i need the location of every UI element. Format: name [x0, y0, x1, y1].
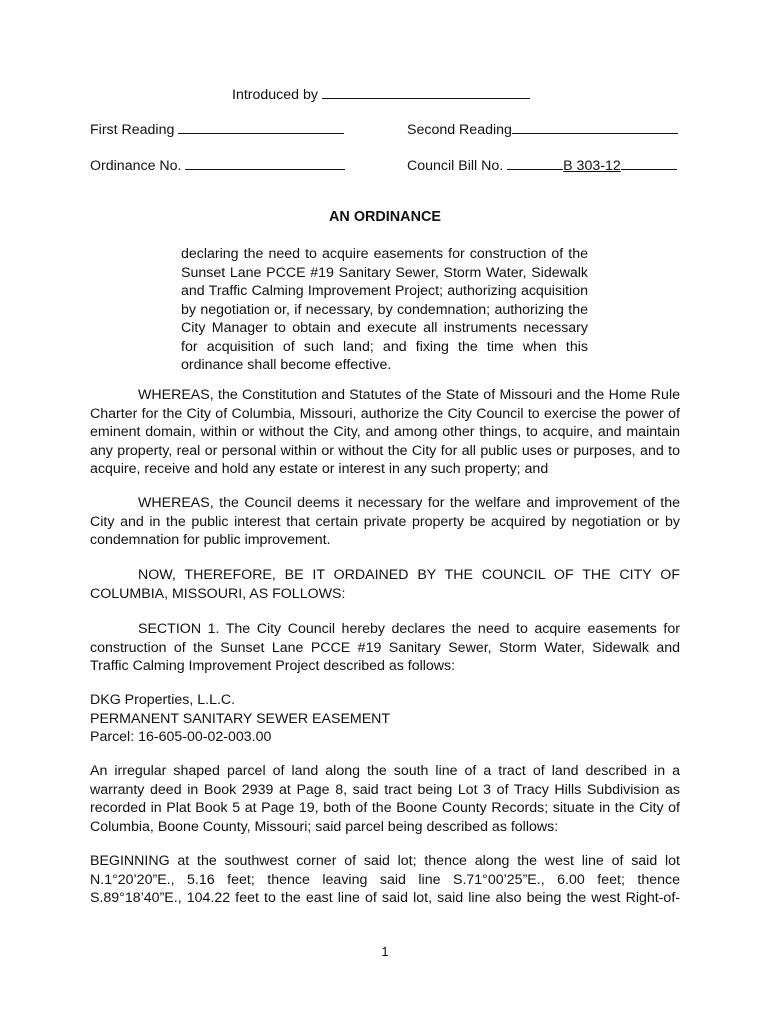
section-1-paragraph: [90, 620, 680, 676]
beginning-paragraph: [90, 852, 680, 908]
first-reading-field: [90, 120, 344, 139]
council-bill-value: B 303-12: [563, 158, 621, 174]
section-1-text: SECTION 1. The City Council hereby declares the need to acquire easements for construction of the Sunset Lane PCCE #19 Sanitary Sewer, Storm Water, Sidewalk and Traffic Calming Improvement Project described as follows:: [90, 621, 680, 674]
council-bill-blank-right: [621, 156, 677, 170]
second-reading-field: [407, 120, 678, 139]
council-bill-blank-left: [507, 156, 563, 170]
introduced-by-label: Introduced by: [232, 87, 318, 103]
ordinance-no-blank: [185, 156, 345, 170]
second-reading-blank: [512, 120, 678, 134]
whereas-1-text: WHEREAS, the Constitution and Statutes of the State of Missouri and the Home Rule Charter for the City of Columbia, Missouri, authorize the City Council to exercise the power of eminent domain, within or without the City, and among other things, to acquire, and maintain any property, real or personal within or without the City for all public uses or purposes, and to acquire, receive and hold any estate or interest in any such property; and: [90, 387, 680, 477]
ordinance-title: AN ORDINANCE: [329, 209, 441, 225]
ordinance-summary: [181, 245, 588, 375]
parcel-description: [90, 762, 680, 836]
second-reading-label: Second Reading: [407, 122, 512, 138]
first-reading-label: First Reading: [90, 122, 175, 138]
introduced-by-blank: [322, 85, 530, 99]
council-bill-field: [407, 156, 677, 175]
ordinance-no-label: Ordinance No.: [90, 158, 182, 174]
now-therefore-text: NOW, THEREFORE, BE IT ORDAINED BY THE COUNCIL OF THE CITY OF COLUMBIA, MISSOURI, AS FOLLOWS:: [90, 567, 680, 602]
whereas-paragraph-1: [90, 386, 680, 479]
first-reading-blank: [178, 120, 344, 134]
description-text: An irregular shaped parcel of land along the south line of a tract of land described in a warranty deed in Book 2939 at Page 8, said tract being Lot 3 of Tracy Hills Subdivision as recorded in Plat Book 5 at Page 19, both of the Boone County Records; situate in the City of Columbia, Boone County, Missouri; said parcel being described as follows:: [90, 763, 680, 835]
property-listing: [90, 691, 680, 747]
easement-type: PERMANENT SANITARY SEWER EASEMENT: [90, 710, 391, 727]
whereas-paragraph-2: [90, 494, 680, 550]
introduced-by-field: [232, 85, 530, 104]
whereas-2-text: WHEREAS, the Council deems it necessary for the welfare and improvement of the City and in the public interest that certain private property be acquired by negotiation or by condemnation for public improvement.: [90, 495, 680, 548]
property-owner: DKG Properties, L.L.C.: [90, 692, 236, 708]
council-bill-label: Council Bill No.: [407, 158, 504, 174]
summary-text: declaring the need to acquire easements for construction of the Sunset Lane PCCE #19 Sanitary Sewer, Storm Water, Sidewalk and Traffic Calming Improvement Project; authorizing acquisition by negotiation or, if necessary, by condemnation; authorizing the City Manager to obtain and execute all instruments necessary for acquisition of such land; and fixing the time when this ordinance shall become effective.: [181, 246, 588, 373]
now-therefore-paragraph: [90, 566, 680, 603]
parcel-number: Parcel: 16-605-00-02-003.00: [90, 729, 272, 745]
ordinance-no-field: [90, 156, 345, 175]
page-number: 1: [381, 944, 389, 959]
beginning-text: BEGINNING at the southwest corner of said lot; thence along the west line of said lot N.1°20’20”E., 5.16 feet; thence leaving said line S.71°00’25”E., 6.00 feet; thence S.89°18’40”E., 104.22 feet to the east line of said lot, said line also being the west Right-of-: [90, 853, 680, 906]
